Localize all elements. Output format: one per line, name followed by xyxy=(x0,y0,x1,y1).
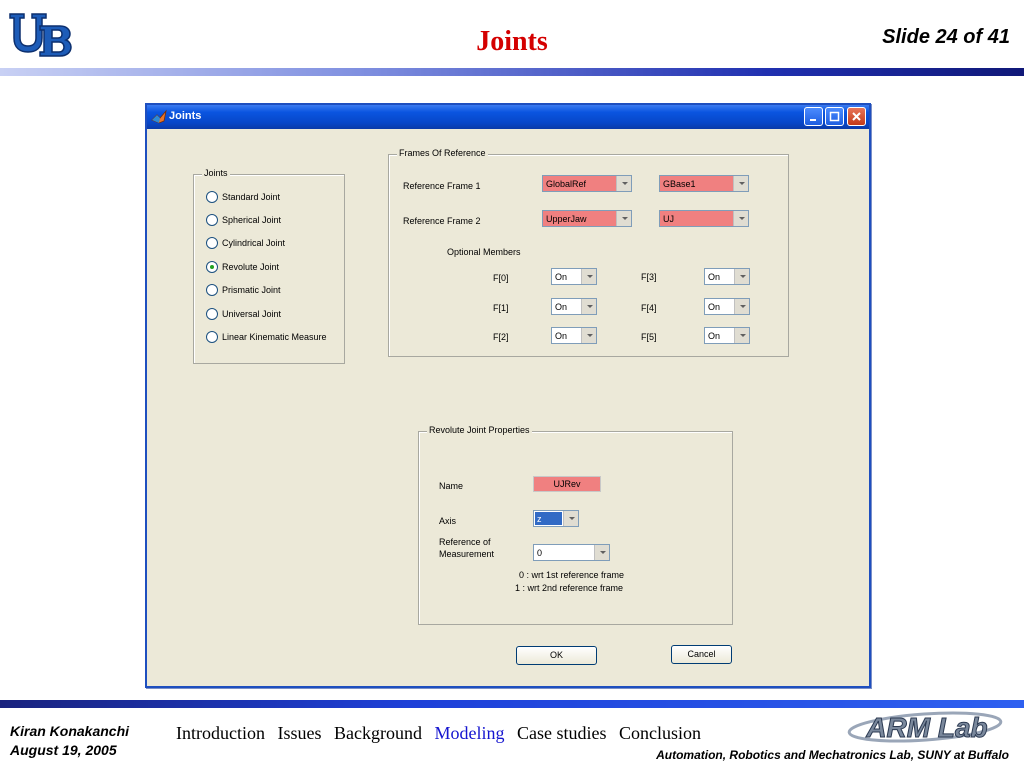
member-dropdown-f1[interactable] xyxy=(551,298,597,315)
window-titlebar[interactable] xyxy=(147,105,869,129)
radio-button[interactable] xyxy=(206,331,218,343)
chevron-down-icon[interactable] xyxy=(734,269,749,284)
radio-button[interactable] xyxy=(206,308,218,320)
member-label-f4: F[4] xyxy=(641,303,657,313)
author-block xyxy=(10,722,129,760)
minimize-button[interactable] xyxy=(804,107,823,126)
dropdown-value: UJ xyxy=(663,214,674,224)
chevron-down-icon[interactable] xyxy=(616,176,631,191)
ok-button[interactable]: OK xyxy=(516,646,597,665)
chevron-down-icon[interactable] xyxy=(733,176,748,191)
maximize-button[interactable] xyxy=(825,107,844,126)
dropdown-value: GBase1 xyxy=(663,179,696,189)
chevron-down-icon[interactable] xyxy=(616,211,631,226)
chevron-down-icon[interactable] xyxy=(734,328,749,343)
measurement-label: Measurement xyxy=(439,549,495,559)
member-dropdown-f3[interactable] xyxy=(704,268,750,285)
radio-button-selected[interactable] xyxy=(206,261,218,273)
measurement-note-1: 0 : wrt 1st reference frame xyxy=(519,570,625,580)
radio-label: Prismatic Joint xyxy=(222,285,281,295)
nav-issues[interactable]: Issues xyxy=(277,723,322,743)
ref-frame-2-b-dropdown[interactable] xyxy=(659,210,749,227)
axis-dropdown[interactable] xyxy=(533,510,579,527)
ref-frame-1-b-dropdown[interactable] xyxy=(659,175,749,192)
presentation-date: August 19, 2005 xyxy=(10,742,117,758)
chevron-down-icon[interactable] xyxy=(581,328,596,343)
name-field[interactable]: UJRev xyxy=(533,476,601,492)
name-label: Name xyxy=(439,481,464,491)
radio-label: Revolute Joint xyxy=(222,262,280,272)
member-dropdown-f0[interactable] xyxy=(551,268,597,285)
radio-label: Standard Joint xyxy=(222,192,281,202)
dropdown-value: UpperJaw xyxy=(546,214,587,224)
slide-title: Joints xyxy=(476,26,548,57)
minimize-icon xyxy=(807,110,820,123)
arm-lab-logo xyxy=(845,710,1005,744)
member-label-f0: F[0] xyxy=(493,273,509,283)
radio-label: Universal Joint xyxy=(222,309,282,319)
dropdown-value: 0 xyxy=(537,548,543,558)
revolute-group-legend: Revolute Joint Properties xyxy=(429,425,530,435)
member-dropdown-f4[interactable] xyxy=(704,298,750,315)
revolute-properties-group xyxy=(418,425,733,625)
joints-group xyxy=(193,168,345,364)
nav-introduction[interactable]: Introduction xyxy=(176,723,265,743)
reference-of-measurement-dropdown[interactable] xyxy=(533,544,610,561)
dropdown-value: On xyxy=(555,302,568,312)
chevron-down-icon[interactable] xyxy=(563,511,578,526)
radio-button[interactable] xyxy=(206,284,218,296)
header-bar xyxy=(0,68,1024,76)
ref-frame-2-a-dropdown[interactable] xyxy=(542,210,632,227)
nav-modeling[interactable]: Modeling xyxy=(434,723,505,743)
lab-name: Automation, Robotics and Mechatronics Lab, SUNY at Buffalo xyxy=(656,748,1009,762)
radio-label: Cylindrical Joint xyxy=(222,238,286,248)
slide-number: Slide 24 of 41 xyxy=(882,26,1010,48)
chevron-down-icon[interactable] xyxy=(581,299,596,314)
dropdown-value: On xyxy=(708,272,721,282)
chevron-down-icon[interactable] xyxy=(734,299,749,314)
close-icon xyxy=(850,110,863,123)
member-label-f5: F[5] xyxy=(641,332,657,342)
chevron-down-icon[interactable] xyxy=(594,545,609,560)
cancel-button[interactable]: Cancel xyxy=(671,645,732,664)
member-label-f1: F[1] xyxy=(493,303,509,313)
dropdown-value: z xyxy=(535,512,562,525)
matlab-icon xyxy=(151,109,167,125)
optional-members-label: Optional Members xyxy=(447,247,521,257)
arm-lab-logo-text: ARM Lab xyxy=(866,712,988,743)
dropdown-value: On xyxy=(708,302,721,312)
footer-bar xyxy=(0,700,1024,708)
member-label-f2: F[2] xyxy=(493,332,509,342)
joints-window xyxy=(145,103,871,688)
reference-of-label: Reference of xyxy=(439,537,491,547)
section-nav xyxy=(176,723,709,744)
dropdown-value: On xyxy=(708,331,721,341)
chevron-down-icon[interactable] xyxy=(581,269,596,284)
ref-frame-1-label: Reference Frame 1 xyxy=(403,181,481,191)
axis-label: Axis xyxy=(439,516,457,526)
nav-case-studies[interactable]: Case studies xyxy=(516,723,607,743)
radio-button[interactable] xyxy=(206,237,218,249)
author-name: Kiran Konakanchi xyxy=(10,723,130,739)
close-button[interactable] xyxy=(847,107,866,126)
ref-frame-1-a-dropdown[interactable] xyxy=(542,175,632,192)
frames-of-reference-group xyxy=(388,148,789,357)
dropdown-value: On xyxy=(555,331,568,341)
radio-label: Linear Kinematic Measure xyxy=(222,332,327,342)
frames-group-legend: Frames Of Reference xyxy=(399,148,486,158)
member-dropdown-f5[interactable] xyxy=(704,327,750,344)
radio-button[interactable] xyxy=(206,214,218,226)
maximize-icon xyxy=(828,110,841,123)
dropdown-value: GlobalRef xyxy=(546,179,587,189)
window-title: Joints xyxy=(169,110,202,122)
member-dropdown-f2[interactable] xyxy=(551,327,597,344)
nav-conclusion[interactable]: Conclusion xyxy=(618,723,701,743)
radio-label: Spherical Joint xyxy=(222,215,282,225)
chevron-down-icon[interactable] xyxy=(733,211,748,226)
radio-button[interactable] xyxy=(206,191,218,203)
ref-frame-2-label: Reference Frame 2 xyxy=(403,216,481,226)
member-label-f3: F[3] xyxy=(641,272,657,282)
joints-group-legend: Joints xyxy=(204,168,228,178)
nav-background[interactable]: Background xyxy=(333,723,422,743)
dropdown-value: On xyxy=(555,272,568,282)
measurement-note-2: 1 : wrt 2nd reference frame xyxy=(515,583,624,593)
